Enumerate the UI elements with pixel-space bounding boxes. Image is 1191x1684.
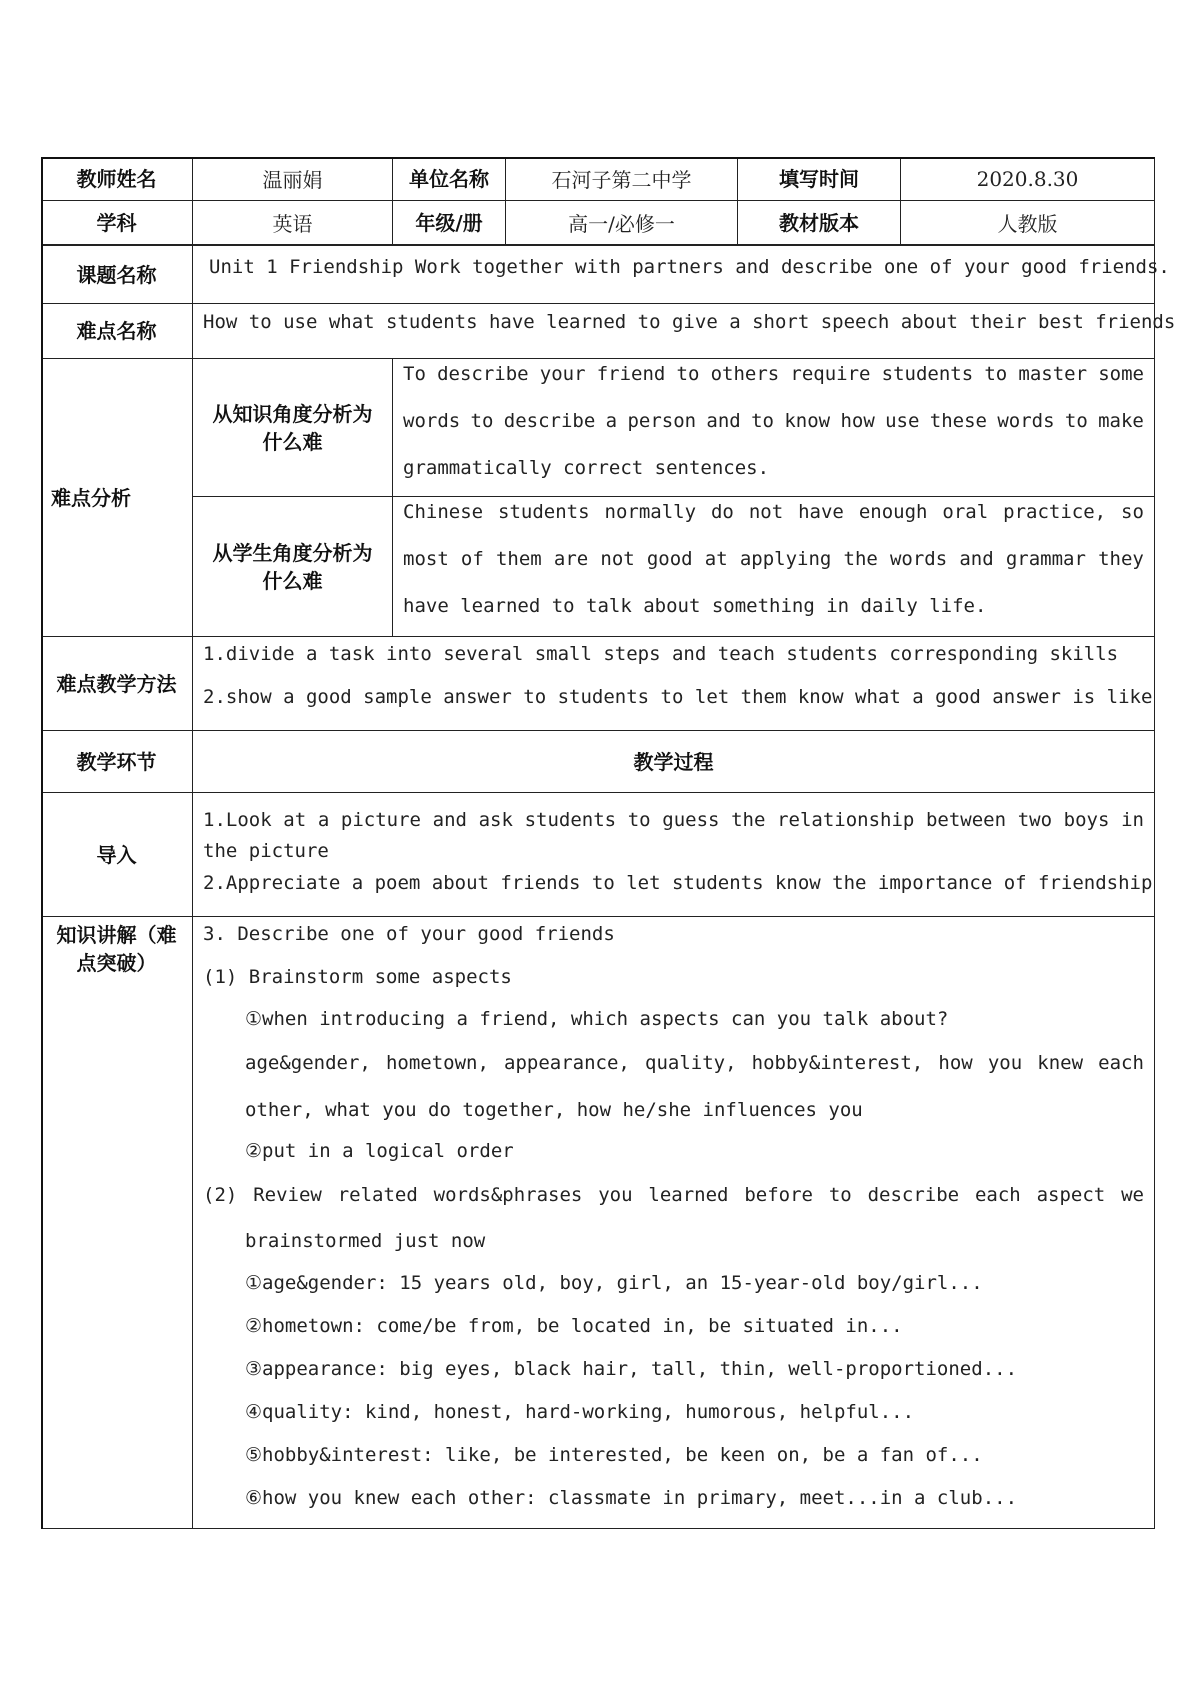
process-header: 教学过程 (193, 731, 1155, 793)
intro-line-2: the picture (203, 840, 329, 862)
word: related (337, 1184, 418, 1206)
word: friend (596, 363, 666, 385)
word: describe (867, 1184, 960, 1206)
word: most (403, 548, 449, 570)
method-line-1: 1.divide a task into several small steps and teach students corresponding skills (203, 643, 1119, 665)
method-label: 难点教学方法 (41, 637, 193, 731)
word: each (974, 1184, 1021, 1206)
knowledge-line-1 (403, 363, 1144, 385)
word: quality, (645, 1052, 737, 1074)
knowledge-item-6: ②put in a logical order (245, 1140, 514, 1162)
word: Review (253, 1184, 322, 1206)
word: practice, (1003, 501, 1107, 523)
student-angle-label: 从学生角度分析为什么难 (193, 497, 393, 637)
intro-line-1 (203, 809, 1144, 831)
word: picture (340, 809, 421, 831)
word: hobby&interest, (751, 1052, 924, 1074)
word: oral (942, 501, 989, 523)
word: person (627, 410, 697, 432)
difficulty-label: 难点名称 (41, 303, 193, 359)
intro-line-3: 2.Appreciate a poem about friends to let students know the importance of friendship (203, 872, 1153, 894)
intro-text (193, 793, 1155, 917)
analysis-row (41, 359, 1155, 637)
student-line-1 (403, 501, 1144, 523)
word: how (840, 410, 875, 432)
knowledge-item-10: ②hometown: come/be from, be located in, be situated in... (245, 1315, 903, 1337)
header-row-2 (41, 201, 1155, 245)
fill-date-value: 2020.8.30 (901, 157, 1155, 201)
word: require (790, 363, 871, 385)
knowledge-item-11: ③appearance: big eyes, black hair, tall, thin, well-proportioned... (245, 1358, 1018, 1380)
word: others (710, 363, 780, 385)
word: these (929, 410, 987, 432)
knowledge-item-5: other, what you do together, how he/she influences you (245, 1099, 863, 1121)
word: before (744, 1184, 813, 1206)
teacher-name-label: 教师姓名 (41, 157, 193, 201)
word: so (1121, 501, 1144, 523)
word: learned (648, 1184, 729, 1206)
header-row-1 (41, 157, 1155, 201)
knowledge-item-8: brainstormed just now (245, 1230, 486, 1252)
knowledge-line-3: grammatically correct sentences. (403, 457, 770, 479)
word: ask (478, 809, 513, 831)
grade-value: 高一/必修一 (506, 201, 738, 245)
word: the (843, 548, 878, 570)
word: and (706, 410, 741, 432)
intro-row (41, 793, 1155, 917)
word: To (403, 363, 426, 385)
topic-text: Unit 1 Friendship Work together with partners and describe one of your good friends. (209, 256, 1170, 278)
topic-value (193, 246, 1170, 304)
word: to (751, 410, 774, 432)
unit-name-label: 单位名称 (393, 157, 506, 201)
topic-row (41, 245, 1170, 304)
knowledge-item-3: ①when introducing a friend, which aspects can you talk about? (245, 1008, 949, 1030)
word: appearance, (504, 1052, 630, 1074)
word: students (498, 501, 590, 523)
edition-value: 人教版 (901, 201, 1155, 245)
word: students (881, 363, 974, 385)
word: master (1018, 363, 1088, 385)
word: age&gender, (245, 1052, 371, 1074)
knowledge-item-4 (245, 1052, 1144, 1074)
word: to (470, 410, 494, 432)
unit-name-value: 石河子第二中学 (506, 157, 738, 201)
student-line-2 (403, 548, 1144, 570)
topic-label: 课题名称 (41, 246, 193, 304)
word: to (1064, 410, 1088, 432)
word: the (731, 809, 766, 831)
word: students (524, 809, 617, 831)
word: do (710, 501, 734, 523)
teacher-name-value: 温丽娟 (193, 157, 393, 201)
word: normally (604, 501, 697, 523)
word: of (460, 548, 484, 570)
edition-label: 教材版本 (738, 201, 901, 245)
word: some (1098, 363, 1144, 385)
word: to (676, 363, 700, 385)
word: and (959, 548, 994, 570)
analysis-label: 难点分析 (41, 359, 193, 637)
word: at (283, 809, 307, 831)
knowledge-item-7 (203, 1184, 1144, 1206)
process-header-row (41, 731, 1155, 793)
subject-value: 英语 (193, 201, 393, 245)
word: to (984, 363, 1008, 385)
word: at (704, 548, 728, 570)
knowledge-item-14: ⑥how you knew each other: classmate in primary, meet...in a club... (245, 1487, 1018, 1509)
word: grammar (1005, 548, 1086, 570)
word: good (646, 548, 693, 570)
word: to (627, 809, 651, 831)
knowledge-item-13: ⑤hobby&interest: like, be interested, be keen on, be a fan of... (245, 1444, 983, 1466)
grade-label: 年级/册 (393, 201, 506, 245)
stage-header: 教学环节 (41, 731, 193, 793)
word: in (1121, 809, 1144, 831)
method-text (193, 637, 1155, 731)
method-line-2: 2.show a good sample answer to students to let them know what a good answer is like (203, 686, 1153, 708)
word: not (748, 501, 784, 523)
word: we (1121, 1184, 1144, 1206)
knowledge-angle-text (393, 359, 1155, 497)
word: not (600, 548, 635, 570)
word: Chinese (403, 501, 484, 523)
intro-label: 导入 (41, 793, 193, 917)
word: they (1098, 548, 1144, 570)
word: to (828, 1184, 852, 1206)
word: a (605, 410, 618, 432)
word: (2) (203, 1184, 238, 1206)
knowledge-line-2 (403, 410, 1144, 432)
knowledge-angle-label: 从知识角度分析为什么难 (193, 359, 393, 497)
subject-label: 学科 (41, 201, 193, 245)
word: two (1017, 809, 1053, 831)
knowledge-text (193, 917, 1155, 1529)
fill-date-label: 填写时间 (738, 157, 901, 201)
word: describe (437, 363, 529, 385)
word: know (784, 410, 831, 432)
word: hometown, (385, 1052, 489, 1074)
word: describe (503, 410, 596, 432)
knowledge-item-1: 3. Describe one of your good friends (203, 923, 615, 945)
student-angle-text (393, 497, 1155, 637)
difficulty-value (193, 303, 1176, 359)
word: and (432, 809, 467, 831)
word: have (798, 501, 844, 523)
word: guess (662, 809, 720, 831)
student-line-3: have learned to talk about something in daily life. (403, 595, 987, 617)
knowledge-label: 知识讲解（难点突破） (41, 917, 193, 1529)
word: a (317, 809, 330, 831)
word: are (553, 548, 589, 570)
word: relationship (777, 809, 915, 831)
word: how (938, 1052, 973, 1074)
word: aspect (1036, 1184, 1106, 1206)
knowledge-item-9: ①age&gender: 15 years old, boy, girl, an 15-year-old boy/girl... (245, 1272, 983, 1294)
word: use (885, 410, 920, 432)
word: them (495, 548, 542, 570)
word: enough (858, 501, 928, 523)
word: between (925, 809, 1007, 831)
word: make (1098, 410, 1144, 432)
word: words (889, 548, 948, 570)
word: your (539, 363, 586, 385)
word: knew (1037, 1052, 1084, 1074)
word: boys (1063, 809, 1110, 831)
word: applying (739, 548, 832, 570)
word: you (598, 1184, 633, 1206)
word: words (403, 410, 461, 432)
difficulty-text: How to use what students have learned to give a short speech about their best friends (203, 311, 1176, 333)
word: each (1098, 1052, 1144, 1074)
word: 1.Look (203, 809, 272, 831)
knowledge-item-2: (1) Brainstorm some aspects (203, 966, 512, 988)
word: you (987, 1052, 1023, 1074)
word: words (997, 410, 1055, 432)
knowledge-item-12: ④quality: kind, honest, hard-working, humorous, helpful... (245, 1401, 915, 1423)
word: words&phrases (433, 1184, 583, 1206)
method-row (41, 637, 1155, 731)
difficulty-row (41, 303, 1176, 359)
knowledge-row (41, 917, 1155, 1529)
